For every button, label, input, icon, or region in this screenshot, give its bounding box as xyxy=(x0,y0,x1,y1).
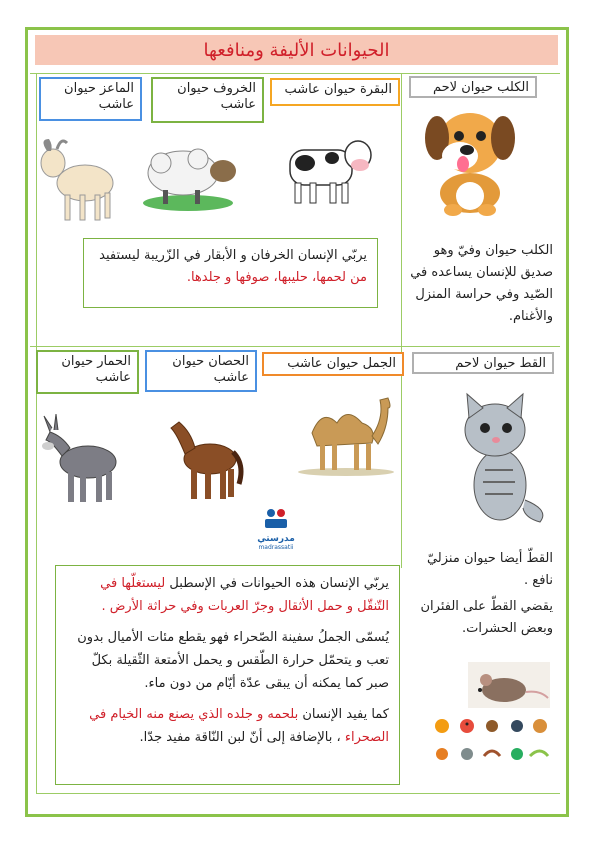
tag-sheep-label: الخروف حيوان عاشب xyxy=(177,81,256,112)
tag-donkey xyxy=(36,350,139,394)
camel-benefits-black2: ، بالإضافة إلى أنّ لبن النّاقة مفيد جدّا. xyxy=(139,730,341,745)
logo-text: مدرستي xyxy=(257,534,295,544)
madrassatii-logo xyxy=(254,508,298,551)
paragraph-camel: يُسمّى الجملُ سفينة الصّحراء فهو يقطع مئات الأميال بدون تعب و يتحمّل حرارة الطّقس و يحمل الأمتعة الثّقيلة بكلّ صبر كما يمكنه أن يبقى عدّة أيّام من دون ماء. xyxy=(77,630,389,691)
stable-animals-textbox xyxy=(55,565,400,785)
paragraph-camel-benefits xyxy=(66,703,389,749)
donkey-image xyxy=(38,412,123,507)
tag-cow xyxy=(270,78,400,106)
goat-image xyxy=(35,135,120,225)
top-row-border xyxy=(30,73,560,74)
row-divider xyxy=(30,346,560,347)
livestock-textbox xyxy=(83,238,378,308)
horse-image xyxy=(165,414,245,504)
cat-text-2: يقضي القطّ على الفئران وبعض الحشرات. xyxy=(420,599,553,636)
stable-text-red: ليستغلّها في التّنقّل و حمل الأثقال وجرّ العربات وفي حراثة الأرض . xyxy=(100,576,389,614)
tag-goat-label: الماعز حيوان عاشب xyxy=(64,81,134,112)
tag-camel xyxy=(262,352,404,376)
dog-image xyxy=(415,98,525,218)
cat-description xyxy=(405,548,553,640)
column-divider-bottom xyxy=(401,346,402,568)
camel-benefits-red: بلحمه و جلده الذي يصنع منه الخيام في الصحراء xyxy=(89,707,389,745)
tag-cow-label: البقرة حيوان عاشب xyxy=(284,82,392,97)
title-banner xyxy=(35,35,558,65)
tag-cat-label: القط حيوان لاحم xyxy=(455,356,546,371)
logo-subtext: madrassatii xyxy=(258,544,294,551)
logo-people-icon xyxy=(261,508,291,530)
paragraph-stable xyxy=(66,572,389,618)
stable-text-black: يربّي الإنسان هذه الحيوانات في الإسطبل xyxy=(169,576,389,591)
tag-donkey-label: الحمار حيوان عاشب xyxy=(61,354,131,385)
tag-cat xyxy=(412,352,554,374)
tag-dog-label: الكلب حيوان لاحم xyxy=(432,80,529,95)
camel-benefits-black1: كما يفيد الإنسان xyxy=(302,707,389,722)
page-title: الحيوانات الأليفة ومنافعها xyxy=(203,39,390,61)
cow-image xyxy=(280,125,375,210)
tag-dog xyxy=(409,76,537,98)
insects-image xyxy=(432,712,550,770)
dog-description-text: الكلب حيوان وفيّ وهو صديق للإنسان يساعده في الصّيد وفي حراسة المنزل والأغنام. xyxy=(410,243,553,324)
camel-image xyxy=(292,388,400,476)
tag-camel-label: الجمل حيوان عاشب xyxy=(287,356,396,371)
dog-description xyxy=(405,240,553,328)
mouse-image xyxy=(468,662,550,708)
tag-horse-label: الحصان حيوان عاشب xyxy=(172,354,249,385)
livestock-text-red: من لحمها، حليبها، صوفها و جلدها. xyxy=(186,270,367,285)
livestock-text-black: يربّي الإنسان الخرفان و الأبقار في الزّريبة ليستفيد xyxy=(99,248,367,263)
bottom-border-line xyxy=(36,793,560,794)
cat-image xyxy=(455,390,550,530)
tag-sheep xyxy=(151,77,264,123)
tag-goat xyxy=(39,77,142,121)
column-divider-top xyxy=(401,73,402,346)
sheep-image xyxy=(143,135,243,215)
tag-horse xyxy=(145,350,257,392)
cat-text-1: القطّ أيضا حيوان منزليّ نافع . xyxy=(426,551,553,588)
